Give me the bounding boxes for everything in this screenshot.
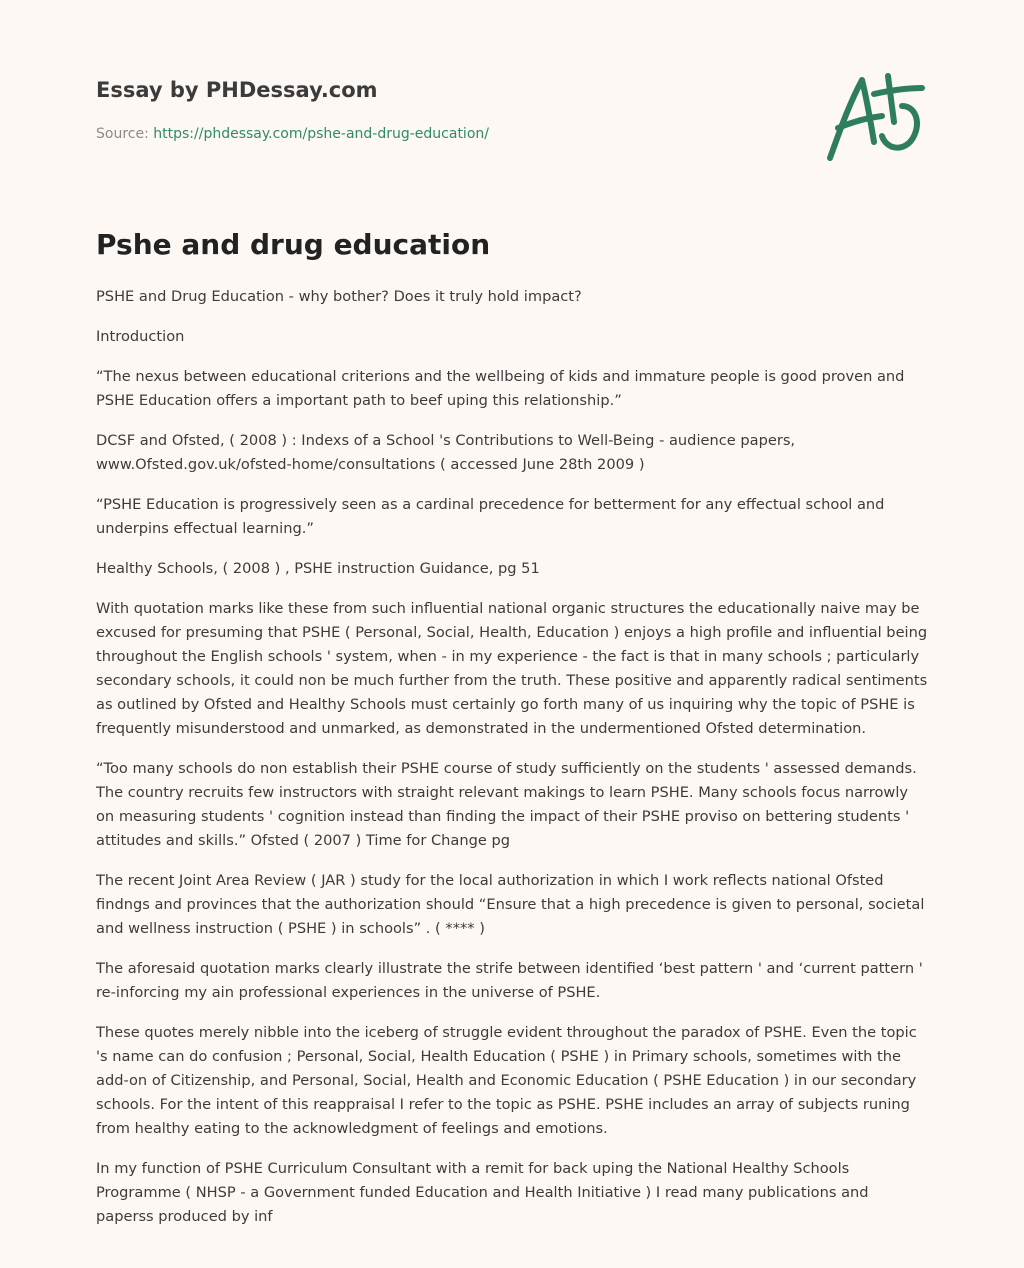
paragraph: “Too many schools do non establish their PSHE course of study sufficiently on the students ' assessed demands. The country recruits few instructors with straight relevant makings to learn PSHE. Many schools focus narrowly on measuring students ' cognition instead than finding the impact of their PSHE proviso on bettering students ' attitudes and skills.” Ofsted ( 2007 ) Time for Change pg — [96, 760, 917, 849]
site-brand: Essay by PHDessay.com — [96, 78, 378, 102]
paragraph: The recent Joint Area Review ( JAR ) study for the local authorization in which I work reflects national Ofsted findngs and provinces that the authorization should “Ensure that a high precedence is given to personal, societal and wellness instruction ( PSHE ) in schools” . ( **** ) — [96, 872, 925, 937]
paragraph: Healthy Schools, ( 2008 ) , PSHE instruction Guidance, pg 51 — [96, 560, 540, 577]
paragraph: Introduction — [96, 328, 185, 345]
source-link[interactable]: https://phdessay.com/pshe-and-drug-education/ — [153, 126, 489, 142]
paragraph: The aforesaid quotation marks clearly illustrate the strife between identified ‘best pattern ' and ‘current pattern ' re-inforcing my ain professional experiences in the universe of PSHE. — [96, 960, 923, 1001]
paragraph: PSHE and Drug Education - why bother? Does it truly hold impact? — [96, 288, 582, 305]
essay-body — [96, 285, 928, 1245]
a-plus-grade-icon — [822, 66, 928, 166]
paragraph: With quotation marks like these from such influential national organic structures the educationally naive may be excused for presuming that PSHE ( Personal, Social, Health, Education ) enjoys a high profile and influential being throughout the English schools ' system, when - in my experience - the fact is that in many schools ; particularly secondary schools, it could non be much further from the truth. These positive and apparently radical sentiments as outlined by Ofsted and Healthy Schools must certainly go forth many of us inquiring why the topic of PSHE is frequently misunderstood and unmarked, as demonstrated in the undermentioned Ofsted determination. — [96, 600, 928, 737]
source-line — [96, 124, 696, 144]
paragraph: In my function of PSHE Curriculum Consultant with a remit for back uping the National Healthy Schools Programme ( NHSP - a Government funded Education and Health Initiative ) I read many publications and paperss produced by inf — [96, 1160, 869, 1225]
paragraph: “PSHE Education is progressively seen as a cardinal precedence for betterment for any effectual school and underpins effectual learning.” — [96, 496, 885, 537]
paragraph: “The nexus between educational criterions and the wellbeing of kids and immature people is good proven and PSHE Education offers a important path to beef uping this relationship.” — [96, 368, 905, 409]
essay-title: Pshe and drug education — [96, 228, 491, 261]
paragraph: DCSF and Ofsted, ( 2008 ) : Indexs of a School 's Contributions to Well-Being - audience papers, www.Ofsted.gov.uk/ofsted-home/consultations ( accessed June 28th 2009 ) — [96, 432, 796, 473]
source-label: Source: — [96, 126, 154, 142]
paragraph: These quotes merely nibble into the iceberg of struggle evident throughout the paradox of PSHE. Even the topic 's name can do confusion ; Personal, Social, Health Education ( PSHE ) in Primary schools, sometimes with the add-on of Citizenship, and Personal, Social, Health and Economic Education ( PSHE Education ) in our secondary schools. For the intent of this reappraisal I refer to the topic as PSHE. PSHE includes an array of subjects runing from healthy eating to the acknowledgment of feelings and emotions. — [96, 1024, 917, 1137]
page-header — [96, 76, 696, 144]
